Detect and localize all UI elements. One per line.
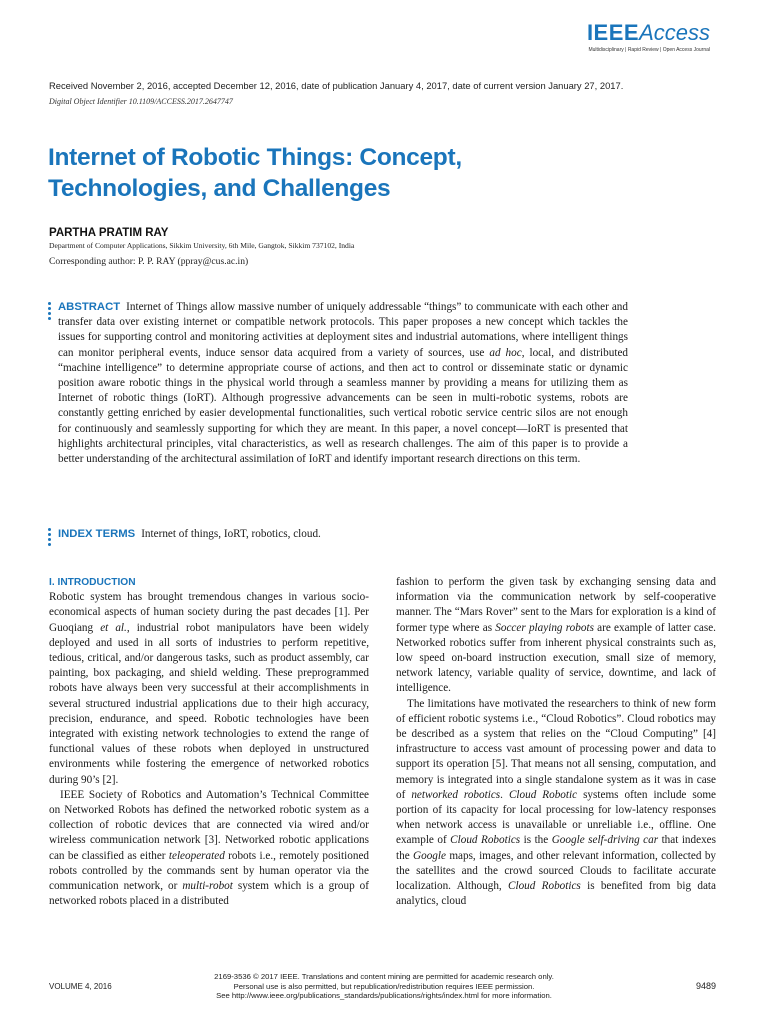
author-name: PARTHA PRATIM RAY [49,227,169,239]
p3-text-b: . [500,788,509,801]
abstract [58,300,628,467]
section-heading: I. INTRODUCTION [49,577,136,588]
p2-em-2: multi-robot [182,880,233,893]
p3-text-c: systems often include some portion of its capacity for local processing for low-latency responses when network access is unavailable or unreliable i.e., offline. One example of [396,788,717,847]
corresponding-author: Corresponding author: P. P. RAY (ppray@cus.ac.in) [49,256,249,267]
footer-volume: VOLUME 4, 2016 [49,982,112,991]
p3-text-d: is the [520,834,552,847]
p3-em-2: Cloud Robotic [508,788,578,801]
paragraph-2 [49,788,369,910]
p2-em-3: Soccer playing robots [495,621,594,634]
author-affiliation: Department of Computer Applications, Sikkim University, 6th Mile, Gangtok, Sikkim 737102, India [49,241,355,250]
p3-em-5: Google [413,849,446,862]
p3-text-g: is benefited from big data analytics, cloud [396,880,716,908]
received-dates: Received November 2, 2016, accepted December 12, 2016, date of publication January 4, 2017, date of current version January 27, 2017. [49,80,624,91]
p2-text-a: IEEE Society of Robotics and Automation’s Technical Committee on Networked Robots has defined the networked robotic system as a collection of robotic devices that are connected via wired and/or wireless communication network [3]. Networked robotic applications can be classified as either [49,788,369,862]
abstract-marker-icon [48,302,52,322]
p3-em-3: Cloud Robotics [450,834,521,847]
p1-text-b: , industrial robot manipulators have been widely deployed and used in all sorts of industries to perform repetitive, tedious, critical, and/or dangerous tasks, such as product assembly, car painting, box packaging, and shield welding. These preprogrammed robots have always been very successful at their accomplishments in several structured industrial applications due to their high accuracy, precision, endurance, and speed. Robotic technologies have been integrated with existing network technologies to extend the range of functional values of these robots when deployed in unstructured environments while fostering the emergence of networked robotics during 90’s [2]. [49,621,369,786]
p3-text-a: The limitations have motivated the researchers to think of new form of efficient robotic systems i.e., “Cloud Robotics”. Cloud robotics may be described as a system that relies on the “Cloud Computing” [4] infrastructure to access vast amount of processing power and data to support its operation [5]. That means not all sensing, computation, and memory is integrated into a single standalone system as it was in case of [396,697,716,801]
p1-text-a: Robotic system has brought tremendous changes in various socio-economical aspects of human society during the past decades [1]. Per Guoqiang [49,591,369,634]
p3-em-4: Google self-driving car [551,834,659,847]
p2-em-1: teleoperated [168,849,225,862]
p3-text-e: that indexes the [396,834,716,862]
title-line-1: Internet of Robotic Things: Concept, [48,144,462,171]
p2-text-d: are example of latter case. Networked robotics suffer from inherent physical constraints such as, low speed on-board instruction execution, small size of memory, network latency, variable quality of service, downtime, and lack of intelligence. [396,621,716,695]
body-column-left [49,575,369,909]
p3-text-f: maps, images, and other relevant information, collected by the satellites and the crowd sourced Clouds to facilitate accurate localization. Although, [396,849,717,893]
p2-text-c-start: system which is a group of networked robots placed in a distributed [49,880,370,908]
body-column-right [396,575,716,909]
footer-copyright [150,972,618,1001]
p3-em-1: networked robotics [411,788,501,801]
index-terms [58,527,628,542]
journal-logo [587,20,710,53]
logo-access: Access [639,20,710,45]
abstract-label: ABSTRACT [58,301,121,313]
page-number: 9489 [695,981,716,991]
footer-line-2: Personal use is also permitted, but republication/redistribution requires IEEE permission. [233,981,535,991]
title-line-2: Technologies, and Challenges [48,175,391,202]
logo-ieee: IEEE [586,20,640,45]
paragraph-3 [396,697,716,910]
paper-title [48,142,608,204]
abstract-text-2: , local, and distributed “machine intelligence” to determine appropriate course of actions, and then act to control or disseminate static or dynamic position aware robotic things in the physical world through a seamless manner by providing a means for utilizing them as Internet of robotic things (IoRT). Although progressive advancements can be seen in multi-robotic systems, robots are constantly getting enriched by easier developmental functionalities, such vertical robotic service centric silos are not enough for continuously and seamlessly supporting for which they are meant. In this paper, a novel concept—IoRT is presented that highlights architectural principles, vital characteristics, as well as research challenges. The aim of this paper is to provide a better understanding of the architectural assimilation of IoRT and identify important research directions on this term. [58,346,628,466]
abstract-text-em: ad hoc [489,346,522,359]
index-terms-marker-icon [48,528,52,548]
paragraph-1 [49,590,369,788]
abstract-text-1: Internet of Things allow massive number of uniquely addressable “things” to communicate with each other and transfer data over existing internet or compatible network protocols. This paper proposes a new concept which tackles the issues for supporting control and monitoring activities at deployment sites and industrial automations, where intelligent things can monitor peripheral events, induce sensor data acquired from a variety of sources, use [58,301,628,359]
doi: Digital Object Identifier 10.1109/ACCESS.2017.2647747 [49,97,233,106]
p2-text-c: fashion to perform the given task by exchanging sensing data and information via the communication network by self-cooperative manner. The “Mars Rover” sent to the Mars for exploration is a kind of former type where as [396,576,716,634]
paragraph-2-continued [396,575,716,697]
logo-tagline: Multidisciplinary | Rapid Review | Open Access Journal [588,47,710,53]
footer-line-3: See http://www.ieee.org/publications_standards/publications/rights/index.html for more information. [216,991,552,1001]
index-terms-text: Internet of things, IoRT, robotics, cloud. [141,528,321,540]
p3-em-6: Cloud Robotics [508,880,581,893]
index-terms-label: INDEX TERMS [58,528,136,540]
p1-em: et al. [100,621,127,634]
p2-text-b: robots i.e., remotely positioned robots controlled by the commands sent by human operator via the communication network, or [49,849,370,893]
footer-line-1: 2169-3536 © 2017 IEEE. Translations and content mining are permitted for academic research only. [214,972,554,981]
